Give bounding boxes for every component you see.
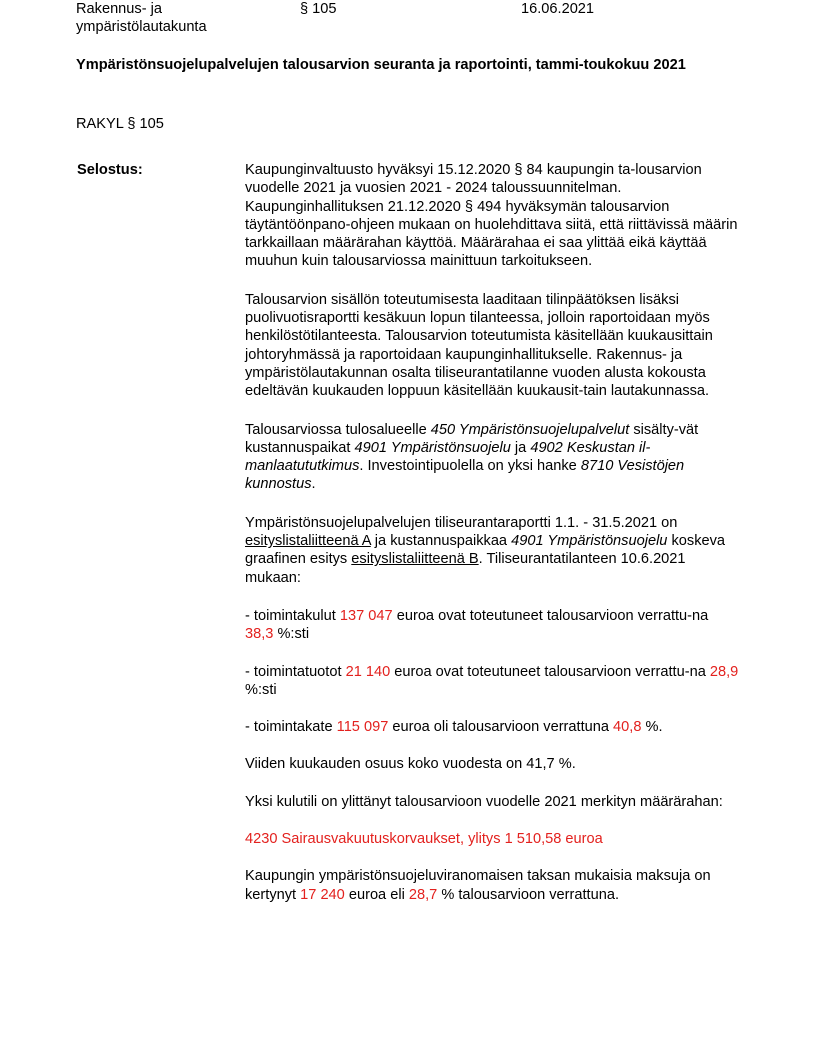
value-percent: 28,9 xyxy=(709,663,739,680)
attachment-a-link[interactable]: esityslistaliitteenä A xyxy=(245,533,371,550)
text-run: euroa oli talousarvioon verrattuna xyxy=(388,719,614,736)
paragraph-budget-approval: Kaupunginvaltuusto hyväksyi 15.12.2020 § 84 kaupungin ta-lousarvion vuodelle 2021 ja vuosien 2021 - 2024 taloussuunnitelman. Kaupunginhallituksen 21.12.2020 § 494 hyväksymän talousarvion täytäntöönpano-ohjeen mukaan on huolehdittava siitä, että riittävissä määrin tarkkaillaan määrärahan käyttöä. Määrärahaa ei saa ylittää eikä käyttää muuhun kuin talousarviossa mainittuun tarkoitukseen. xyxy=(245,162,738,270)
text-run: ja kustannuspaikkaa xyxy=(370,533,512,550)
value-amount: 137 047 xyxy=(339,607,393,624)
text-run: %:sti xyxy=(245,681,277,698)
text-run: euroa eli xyxy=(344,886,409,903)
value-percent: 40,8 xyxy=(613,719,642,736)
paragraph-report-attachments xyxy=(245,514,740,587)
paragraph-overrun-intro: Yksi kulutili on ylittänyt talousarvioon vuodelle 2021 merkityn määrärahan: xyxy=(245,793,723,810)
text-run: %. xyxy=(641,719,663,736)
reference: RAKYL § 105 xyxy=(76,116,164,132)
text-run: koskeva graafinen esitys xyxy=(245,533,726,568)
text-run: - toimintakate xyxy=(245,719,337,736)
text-run: euroa ovat toteutuneet talousarvioon verrattu-na xyxy=(390,663,710,680)
text-run: . Tiliseurantatilanteen 10.6.2021 mukaan: xyxy=(245,551,686,586)
text-run: - toimintakulut xyxy=(245,607,340,624)
value-amount: 115 097 xyxy=(336,719,389,736)
bullet-operating-income xyxy=(245,663,740,700)
attachment-b-link[interactable]: esityslistaliitteenä B xyxy=(351,551,479,568)
value-amount: 17 240 xyxy=(300,886,345,903)
text-run: % talousarvioon verrattuna. xyxy=(437,886,620,903)
body-text xyxy=(245,161,740,904)
text-run: - toimintatuotot xyxy=(245,663,346,680)
paragraph-cost-centers xyxy=(245,421,740,494)
text-run: %:sti xyxy=(273,626,310,643)
text-run: Kaupungin ympäristönsuojeluviranomaisen taksan mukaisia maksuja on kertynyt xyxy=(245,868,711,903)
cost-center-4901: 4901 Ympäristönsuojelu xyxy=(511,533,668,550)
value-percent: 28,7 xyxy=(408,886,438,903)
text-run: ja xyxy=(510,439,531,456)
header-date: 16.06.2021 xyxy=(521,1,595,17)
value-amount: 21 140 xyxy=(345,663,391,680)
text-run: Talousarviossa tulosalueelle xyxy=(245,421,431,438)
investment-project: 8710 Vesistöjen kunnostus xyxy=(245,458,685,493)
paragraph-five-month-share: Viiden kuukauden osuus koko vuodesta on 41,7 %. xyxy=(245,756,576,773)
paragraph-fees xyxy=(245,867,740,904)
cost-center-4902: 4902 Keskustan il-manlaatututkimus xyxy=(245,439,651,475)
text-run: euroa ovat toteutuneet talousarvioon verrattu-na xyxy=(392,607,709,624)
header-organ: Rakennus- ja ympäristölautakunta xyxy=(76,1,207,35)
text-run: . xyxy=(311,476,316,493)
text-run: Ympäristönsuojelupalvelujen tiliseurantaraportti 1.1. - 31.5.2021 on xyxy=(245,514,678,531)
text-run: sisälty-vät kustannuspaikat xyxy=(245,421,699,456)
result-area: 450 Ympäristönsuojelupalvelut xyxy=(430,421,630,438)
header-section: § 105 xyxy=(300,1,337,17)
cost-center-4901: 4901 Ympäristönsuojelu xyxy=(354,439,511,456)
section-label: Selostus: xyxy=(77,162,143,178)
text-run: . Investointipuolella on yksi hanke xyxy=(359,458,581,475)
document-title: Ympäristönsuojelupalvelujen talousarvion seuranta ja raportointi, tammi-toukokuu 2021 xyxy=(76,57,686,73)
value-percent: 38,3 xyxy=(245,626,274,643)
bullet-operating-margin xyxy=(245,718,740,736)
overrun-account: 4230 Sairausvakuutuskorvaukset, ylitys 1 510,58 euroa xyxy=(245,831,603,848)
paragraph-reporting: Talousarvion sisällön toteutumisesta laaditaan tilinpäätöksen lisäksi puolivuotisraportti kesäkuun lopun tilanteessa, jolloin raportoidaan myös henkilöstötilanteesta. Talousarvion toteutumista käsitellään kuukausittain johtoryhmässä ja raportoidaan kaupunginhallitukselle. Rakennus- ja ympäristölautakunnan osalta tiliseurantatilanne vuoden alusta kokousta edeltävän kuukauden loppuun käsitellään kuukausit-tain lautakunnassa. xyxy=(245,291,713,400)
bullet-operating-costs xyxy=(245,607,740,644)
